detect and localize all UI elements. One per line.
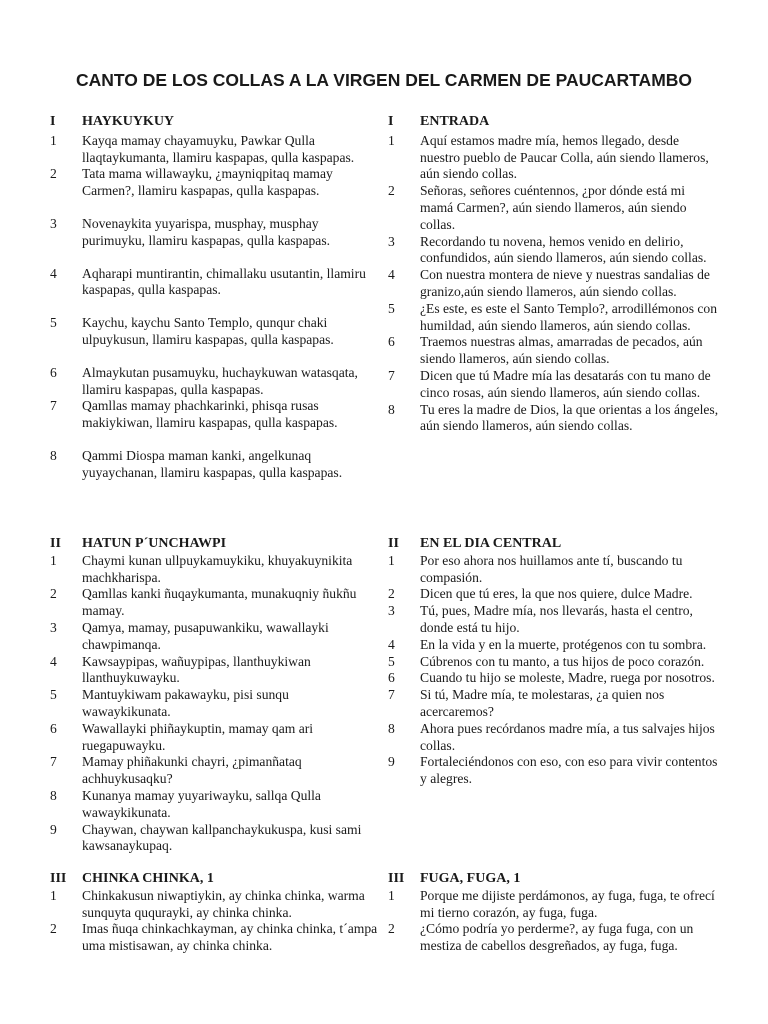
- section-1-quechua: [50, 114, 380, 482]
- verse-number: 3: [388, 233, 395, 249]
- verse-number: 4: [388, 267, 395, 283]
- section-2-quechua: [50, 536, 380, 855]
- verse-text: Qammi Diospa maman kanki, angelkunaq yuyaychanan, llamiru kaspapas, qulla kaspapas.: [82, 447, 343, 480]
- verse: [388, 334, 720, 368]
- verse: [50, 788, 380, 822]
- verse: [50, 822, 380, 856]
- verse-text: Dicen que tú Madre mía las desatarás con tu mano de cinco rosas, aún siendo llameros, aún siendo collas.: [420, 367, 711, 400]
- verse-number: 5: [388, 300, 395, 316]
- verse: [50, 216, 380, 250]
- verse: [388, 586, 720, 603]
- verse: [50, 921, 380, 955]
- verse: [388, 670, 720, 687]
- verse: [388, 553, 720, 587]
- verse-text: Tú, pues, Madre mía, nos llevarás, hasta el centro, donde está tu hijo.: [420, 603, 693, 635]
- verse-number: 6: [50, 720, 57, 736]
- verse-text: Kaychu, kaychu Santo Templo, qunqur chaki ulpuykusun, llamiru kaspapas, qulla kaspapas.: [82, 315, 334, 347]
- verse-text: Kayqa mamay chayamuyku, Pawkar Qulla llaqtaykumanta, llamiru kaspapas, qulla kaspapas.: [82, 132, 355, 165]
- verse: [388, 637, 720, 654]
- verse: [50, 553, 380, 587]
- verse: [50, 586, 380, 620]
- verse-number: 5: [50, 687, 57, 703]
- verse: [388, 721, 720, 755]
- section-header: [50, 114, 380, 131]
- verse-number: 8: [388, 401, 395, 417]
- verse-text: Qamllas mamay phachkarinki, phisqa rusas makiykiwan, llamiru kaspapas, qulla kaspapas.: [82, 398, 338, 431]
- verse-number: 2: [388, 586, 395, 602]
- verse-text: Chaymi kunan ullpuykamuykiku, khuyakuynikita machkharispa.: [82, 552, 353, 585]
- verse-text: Tata mama willawayku, ¿mayniqpitaq mamay Carmen?, llamiru kaspapas, qulla kaspapas.: [82, 166, 333, 199]
- verse-text: Novenaykita yuyarispa, musphay, musphay purimuyku, llamiru kaspapas, qulla kaspapas.: [82, 215, 331, 248]
- verse-number: 8: [50, 447, 57, 463]
- section-heading: EN EL DIA CENTRAL: [420, 536, 562, 551]
- verse-number: 2: [50, 586, 57, 602]
- verse: [388, 301, 720, 335]
- verse-number: 4: [388, 636, 395, 652]
- section-heading: CHINKA CHINKA, 1: [82, 871, 214, 886]
- verse-text: Mamay phiñakunki chayri, ¿pimanñataq achhuykusaqku?: [82, 754, 302, 787]
- verse-number: 5: [50, 315, 57, 331]
- verse-number: 5: [388, 653, 395, 669]
- verse-number: 3: [50, 215, 57, 231]
- verse: [50, 133, 380, 167]
- verse-number: 9: [50, 821, 57, 837]
- verse-text: Si tú, Madre mía, te molestaras, ¿a quien nos acercaremos?: [420, 687, 665, 719]
- verse-text: Señoras, señores cuéntennos, ¿por dónde está mi mamá Carmen?, aún siendo llameros, aún siendo collas.: [420, 183, 687, 232]
- section-1-spanish: [388, 114, 720, 435]
- verse: [388, 921, 720, 955]
- verse-text: Mantuykiwam pakawayku, pisi sunqu wawaykikunata.: [82, 687, 289, 719]
- verse: [388, 133, 720, 183]
- verse: [50, 620, 380, 654]
- section-header: [388, 871, 720, 888]
- verse-text: Cúbrenos con tu manto, a tus hijos de poco corazón.: [420, 653, 705, 669]
- section-heading: FUGA, FUGA, 1: [420, 871, 521, 886]
- verse-text: Wawallayki phiñaykuptin, mamay qam ari ruegapuwayku.: [82, 720, 314, 753]
- verse: [50, 398, 380, 432]
- verse-number: 7: [388, 367, 395, 383]
- verse-number: 3: [50, 619, 57, 635]
- verse-text: Tu eres la madre de Dios, la que orientas a los ángeles, aún siendo llameros, aún siendo collas.: [420, 401, 719, 434]
- verse: [388, 754, 720, 788]
- verse-text: Qamya, mamay, pusapuwankiku, wawallayki chawpimanqa.: [82, 619, 329, 652]
- verse: [388, 603, 720, 637]
- verse-text: ¿Cómo podría yo perderme?, ay fuga fuga, con un mestiza de cabellos desgreñados, ay fuga, fuga.: [420, 921, 694, 954]
- section-header: [388, 536, 720, 553]
- verse: [50, 266, 380, 300]
- verse-number: 6: [50, 364, 57, 380]
- verse-number: 7: [50, 398, 57, 414]
- verse-number: 2: [388, 921, 395, 937]
- verse-number: 1: [50, 552, 57, 568]
- verse-number: 1: [388, 552, 395, 568]
- verse: [388, 183, 720, 233]
- verse-number: 2: [388, 183, 395, 199]
- verse: [50, 687, 380, 721]
- section-number: III: [388, 871, 405, 886]
- verse: [388, 234, 720, 268]
- section-heading: HAYKUYKUY: [82, 114, 175, 129]
- verse: [50, 721, 380, 755]
- verse-text: Porque me dijiste perdámonos, ay fuga, fuga, te ofrecí mi tierno corazón, ay fuga, fuga.: [420, 887, 715, 920]
- verse-number: 8: [50, 787, 57, 803]
- quechua-column: [50, 114, 380, 954]
- verse: [388, 654, 720, 671]
- verse-number: 3: [388, 603, 395, 619]
- section-number: II: [388, 536, 399, 551]
- verse: [50, 166, 380, 200]
- verse: [388, 402, 720, 436]
- verse-number: 9: [388, 754, 395, 770]
- verse-number: 4: [50, 265, 57, 281]
- verse: [50, 315, 380, 349]
- verse-text: Kawsaypipas, wañuypipas, llanthuykiwan llanthuykuwayku.: [82, 653, 311, 686]
- verse-number: 6: [388, 670, 395, 686]
- verse-text: En la vida y en la muerte, protégenos con tu sombra.: [420, 636, 707, 652]
- section-3-spanish: [388, 871, 720, 955]
- verse-text: Chinkakusun niwaptiykin, ay chinka chinka, warma sunquyta ququrayki, ay chinka chinka.: [82, 887, 365, 920]
- verse: [50, 365, 380, 399]
- verse-text: ¿Es este, es este el Santo Templo?, arrodillémonos con humildad, aún siendo llameros, aún siendo collas.: [420, 300, 718, 333]
- verse-number: 1: [388, 887, 395, 903]
- verse-text: Cuando tu hijo se moleste, Madre, ruega por nosotros.: [420, 670, 715, 686]
- verse-text: Aqharapi muntirantin, chimallaku usutantin, llamiru kaspapas, qulla kaspapas.: [82, 265, 366, 298]
- section-heading: HATUN P´UNCHAWPI: [82, 536, 227, 551]
- verse: [50, 888, 380, 922]
- verse: [50, 654, 380, 688]
- verse-text: Chaywan, chaywan kallpanchaykukuspa, kusi sami kawsanaykupaq.: [82, 821, 362, 854]
- verse-text: Fortaleciéndonos con eso, con eso para vivir contentos y alegres.: [420, 754, 718, 787]
- verse-number: 7: [50, 754, 57, 770]
- verse-text: Imas ñuqa chinkachkayman, ay chinka chinka, t´ampa uma mistisawan, ay chinka chinka.: [82, 921, 378, 954]
- section-3-quechua: [50, 871, 380, 955]
- section-heading: ENTRADA: [420, 114, 490, 129]
- verse-number: 8: [388, 720, 395, 736]
- verse-text: Dicen que tú eres, la que nos quiere, dulce Madre.: [420, 586, 693, 602]
- verse-number: 7: [388, 687, 395, 703]
- section-number: I: [50, 114, 56, 129]
- verse: [388, 687, 720, 721]
- section-header: [50, 871, 380, 888]
- verse-number: 4: [50, 653, 57, 669]
- verse: [388, 888, 720, 922]
- spanish-column: [388, 114, 720, 954]
- verse-text: Ahora pues recórdanos madre mía, a tus salvajes hijos collas.: [420, 720, 715, 753]
- verse-text: Kunanya mamay yuyariwayku, sallqa Qulla wawaykikunata.: [82, 787, 321, 820]
- verse-number: 2: [50, 166, 57, 182]
- section-number: III: [50, 871, 67, 886]
- verse-text: Almaykutan pusamuyku, huchaykuwan watasqata, llamiru kaspapas, qulla kaspapas.: [82, 364, 358, 397]
- verse-number: 2: [50, 921, 57, 937]
- verse-text: Por eso ahora nos huillamos ante tí, buscando tu compasión.: [420, 552, 683, 585]
- verse: [388, 368, 720, 402]
- section-2-spanish: [388, 536, 720, 788]
- section-number: II: [50, 536, 61, 551]
- verse-text: Aquí estamos madre mía, hemos llegado, desde nuestro pueblo de Paucar Colla, aún siendo llameros, aún siendo collas.: [420, 132, 709, 182]
- verse-text: Recordando tu novena, hemos venido en delirio, confundidos, aún siendo llameros, aún siendo collas.: [420, 233, 707, 266]
- verse-number: 1: [50, 132, 57, 148]
- document-title: CANTO DE LOS COLLAS A LA VIRGEN DEL CARMEN DE PAUCARTAMBO: [75, 70, 693, 90]
- verse: [50, 754, 380, 788]
- verse-text: Traemos nuestras almas, amarradas de pecados, aún siendo llameros, aún siendo collas.: [420, 334, 703, 367]
- verse-text: Con nuestra montera de nieve y nuestras sandalias de granizo,aún siendo llameros, aún siendo collas.: [420, 267, 710, 299]
- section-header: [50, 536, 380, 553]
- verse-number: 1: [50, 887, 57, 903]
- section-header: [388, 114, 720, 131]
- verse-text: Qamllas kanki ñuqaykumanta, munakuqniy ñukñu mamay.: [82, 586, 357, 619]
- section-number: I: [388, 114, 394, 129]
- verse: [50, 448, 380, 482]
- verse-number: 6: [388, 334, 395, 350]
- verse: [388, 267, 720, 301]
- verse-number: 1: [388, 132, 395, 148]
